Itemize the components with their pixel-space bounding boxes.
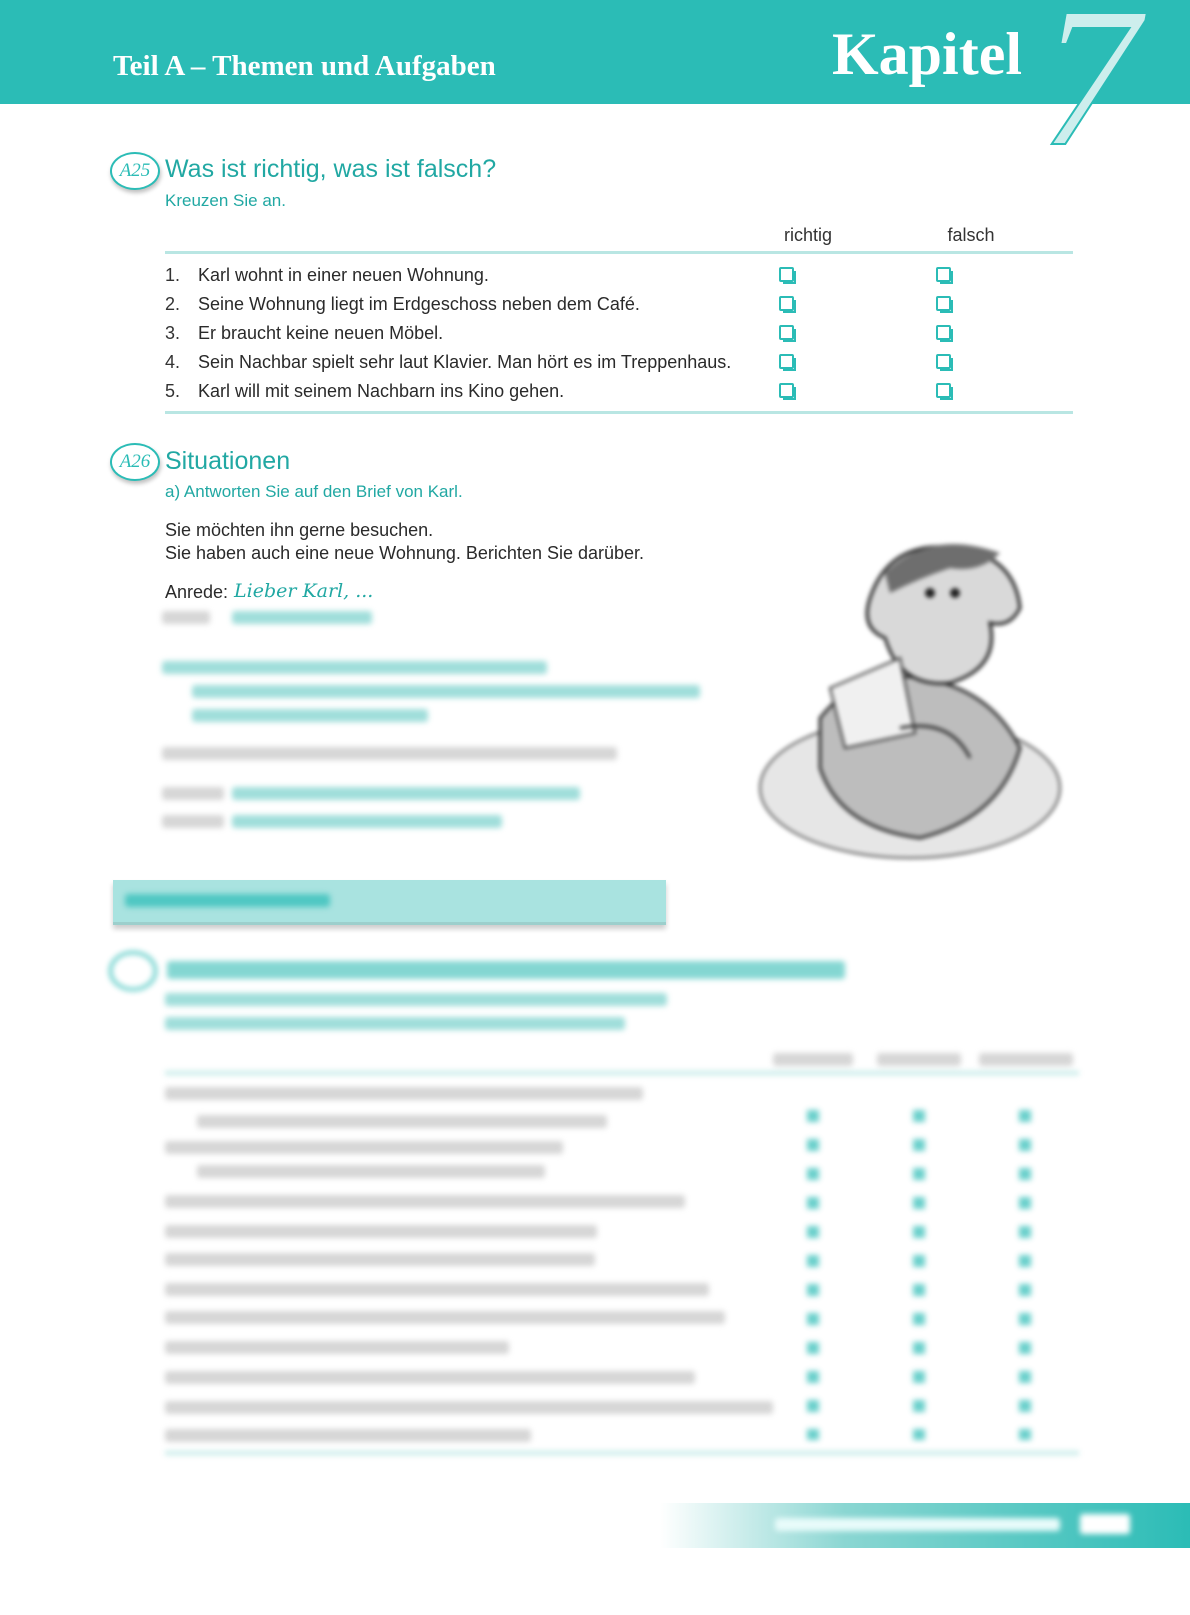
column-header-falsch: falsch xyxy=(947,225,995,245)
illustration-woman-reading xyxy=(750,518,1080,878)
blurred-text-line xyxy=(165,993,667,1006)
section-title: Teil A – Themen und Aufgaben xyxy=(113,50,496,82)
blurred-text-line xyxy=(877,1053,961,1066)
blurred-text-line xyxy=(165,1225,597,1238)
blurred-badge xyxy=(109,951,157,991)
blurred-text-line xyxy=(165,1087,643,1100)
section-heading-bar xyxy=(113,880,666,925)
blurred-text-line xyxy=(165,1401,773,1414)
statement-text: Seine Wohnung liegt im Erdgeschoss neben dem Café. xyxy=(198,294,640,314)
anrede-label: Anrede: xyxy=(165,582,229,602)
blurred-content-upper xyxy=(160,605,760,845)
table-bottom-rule xyxy=(165,411,1073,414)
blurred-text-line xyxy=(162,815,224,828)
blurred-text-line xyxy=(232,815,502,828)
blurred-rule xyxy=(165,1451,1079,1455)
exercise-title-a26: Situationen xyxy=(165,447,291,475)
blurred-text-line xyxy=(162,611,210,624)
blurred-text-line xyxy=(197,1165,545,1178)
blurred-footer-text xyxy=(775,1518,1060,1531)
blurred-text-line xyxy=(162,661,547,674)
statement-number: 2. xyxy=(165,294,181,314)
column-header-richtig: richtig xyxy=(783,225,832,245)
blurred-text-line xyxy=(162,787,224,800)
blurred-text-line xyxy=(232,611,372,624)
blurred-heading-text xyxy=(125,894,330,907)
statement-number: 5. xyxy=(165,381,181,401)
task-line-1: Sie möchten ihn gerne besuchen. xyxy=(165,520,434,540)
exercise-part-a: a) Antworten Sie auf den Brief von Karl. xyxy=(165,482,463,501)
blurred-text-line xyxy=(232,787,580,800)
blurred-rule xyxy=(165,1071,1079,1075)
anrede-answer: Lieber Karl, ... xyxy=(234,580,374,602)
page-footer xyxy=(660,1503,1190,1548)
blurred-text-line xyxy=(162,747,617,760)
blurred-text-line xyxy=(165,1141,563,1154)
checkbox-falsch-3[interactable] xyxy=(936,325,951,340)
blurred-text-line xyxy=(165,1017,625,1030)
blurred-text-line xyxy=(197,1115,607,1128)
statement-text: Sein Nachbar spielt sehr laut Klavier. Man hört es im Treppenhaus. xyxy=(198,352,732,372)
blurred-text-line xyxy=(165,1429,531,1442)
blurred-text-line xyxy=(165,1311,725,1324)
blurred-page-number xyxy=(1080,1514,1130,1534)
blurred-text-line xyxy=(165,1253,595,1266)
checkbox-richtig-5[interactable] xyxy=(779,383,794,398)
task-line-2: Sie haben auch eine neue Wohnung. Berichten Sie darüber. xyxy=(165,543,645,563)
blurred-text-line xyxy=(165,1371,695,1384)
statement-text: Karl will mit seinem Nachbarn ins Kino gehen. xyxy=(198,381,565,401)
blurred-checkbox-column xyxy=(1019,1110,1031,1440)
blurred-text-line xyxy=(192,709,428,722)
exercise-title-a25: Was ist richtig, was ist falsch? xyxy=(165,155,497,183)
blurred-text-line xyxy=(165,1283,709,1296)
checkbox-richtig-3[interactable] xyxy=(779,325,794,340)
checkbox-falsch-5[interactable] xyxy=(936,383,951,398)
statement-text: Er braucht keine neuen Möbel. xyxy=(198,323,444,343)
statement-number: 3. xyxy=(165,323,181,343)
blurred-checkbox-column xyxy=(913,1110,925,1440)
statement-number: 1. xyxy=(165,265,181,285)
checkbox-richtig-1[interactable] xyxy=(779,267,794,282)
checkbox-falsch-2[interactable] xyxy=(936,296,951,311)
blurred-text-line xyxy=(165,1195,685,1208)
checkbox-falsch-4[interactable] xyxy=(936,354,951,369)
exercise-instruction-a25: Kreuzen Sie an. xyxy=(165,191,286,210)
table-top-rule xyxy=(165,251,1073,254)
blurred-text-line xyxy=(979,1053,1073,1066)
chapter-number: 7 xyxy=(1040,0,1140,188)
blurred-text-line xyxy=(167,961,845,979)
blurred-checkbox-column xyxy=(807,1110,819,1440)
checkbox-richtig-4[interactable] xyxy=(779,354,794,369)
blurred-text-line xyxy=(192,685,700,698)
blurred-text-line xyxy=(165,1341,509,1354)
exercise-badge-a26: A26 xyxy=(110,443,160,481)
checkbox-falsch-1[interactable] xyxy=(936,267,951,282)
exercise-badge-a25: A25 xyxy=(110,152,160,190)
checkbox-richtig-2[interactable] xyxy=(779,296,794,311)
chapter-header xyxy=(0,0,1190,104)
statement-number: 4. xyxy=(165,352,181,372)
blurred-content-lower xyxy=(105,945,1085,1470)
blurred-text-line xyxy=(773,1053,853,1066)
chapter-label: Kapitel xyxy=(832,21,1022,87)
statement-text: Karl wohnt in einer neuen Wohnung. xyxy=(198,265,489,285)
